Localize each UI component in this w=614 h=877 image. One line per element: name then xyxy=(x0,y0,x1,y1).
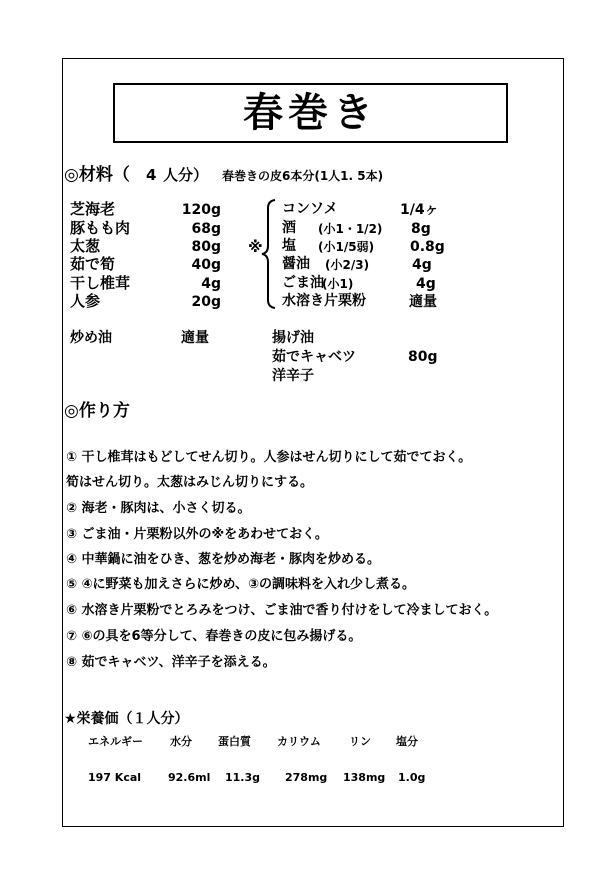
nutrition-label: 蛋白質 xyxy=(218,735,251,748)
ingredient-name: 太葱 xyxy=(70,237,101,255)
nutrition-value: 92.6ml xyxy=(168,771,211,784)
seasoning-amount: 4g xyxy=(416,276,436,292)
step-line: ① 干し椎茸はもどしてせん切り。人参はせん切りにして茹でておく。 xyxy=(66,450,472,465)
seasoning-name: 塩 xyxy=(282,238,296,254)
garnish-name: 洋辛子 xyxy=(272,368,314,384)
ingredient-name: 人参 xyxy=(70,292,101,310)
step-line: ③ ごま油・片栗粉以外の※をあわせておく。 xyxy=(66,527,328,542)
seasoning-measure: (小1) xyxy=(322,277,354,291)
ingredient-amount: 40g xyxy=(191,257,221,273)
ingredients-heading-label: ◎材料（ xyxy=(64,165,130,185)
seasoning-amount: 8g xyxy=(411,221,431,237)
seasoning-amount: 4g xyxy=(412,257,432,273)
nutrition-value: 1.0g xyxy=(398,771,426,784)
frying-oil-amount: 適量 xyxy=(181,330,209,346)
title-box xyxy=(113,83,508,143)
nutrition-value: 197 Kcal xyxy=(88,771,142,784)
seasoning-amount: 1/4ヶ xyxy=(400,202,439,218)
step-line: ② 海老・豚肉は、小さく切る。 xyxy=(66,501,251,516)
seasoning-measure: (小2/3) xyxy=(325,258,370,272)
nutrition-label: 水分 xyxy=(170,735,192,748)
seasoning-amount: 0.8g xyxy=(410,239,445,255)
ingredient-amount: 80g xyxy=(191,239,221,255)
step-line: ④ 中華鍋に油をひき、葱を炒め海老・豚肉を炒める。 xyxy=(66,552,381,567)
nutrition-value: 138mg xyxy=(343,771,386,784)
ingredient-name: 豚もも肉 xyxy=(70,219,131,237)
seasoning-measure: (小1・1/2) xyxy=(318,222,383,236)
seasoning-name: ごま油 xyxy=(282,275,324,291)
seasoning-name: コンソメ xyxy=(282,201,338,217)
ingredient-name: 芝海老 xyxy=(70,200,116,218)
seasoning-name: 酒 xyxy=(282,220,296,236)
seasoning-amount: 適量 xyxy=(409,294,437,310)
seasoning-measure: (小1/5弱) xyxy=(318,240,375,254)
ingredient-amount: 20g xyxy=(191,294,221,310)
nutrition-label: エネルギー xyxy=(88,735,143,748)
step-line: ⑤ ④に野菜も加えさらに炒め、③の調味料を入れ少し煮る。 xyxy=(66,577,416,592)
ingredient-name: 干し椎茸 xyxy=(70,274,131,292)
nutrition-label: カリウム xyxy=(277,735,321,748)
ingredient-amount: 68g xyxy=(191,221,221,237)
seasoning-name: 醤油 xyxy=(282,256,310,272)
wrapper-note: 春巻きの皮6本分(1人1. 5本) xyxy=(222,169,384,183)
nutrition-label: リン xyxy=(349,735,371,748)
recipe-title: 春巻き xyxy=(243,90,378,136)
ingredient-name: 茹で筍 xyxy=(70,255,116,273)
brace-icon xyxy=(261,198,277,310)
nutrition-label: 塩分 xyxy=(396,735,418,748)
garnish-amount: 80g xyxy=(408,349,438,365)
nutrition-heading: ★栄養価（１人分） xyxy=(64,711,189,727)
frying-oil-name: 炒め油 xyxy=(70,330,112,346)
method-heading: ◎作り方 xyxy=(64,401,130,421)
seasoning-mark: ※ xyxy=(248,238,263,256)
step-line: ⑧ 茹でキャベツ、洋辛子を添える。 xyxy=(66,655,276,670)
ingredient-amount: 120g xyxy=(181,202,221,218)
servings-suffix: 人分） xyxy=(163,166,209,184)
ingredient-amount: 4g xyxy=(201,276,221,292)
deep-fry-oil-name: 揚げ油 xyxy=(272,330,314,346)
seasoning-name: 水溶き片栗粉 xyxy=(282,293,366,309)
step-line: ⑦ ⑥の具を6等分して、春巻きの皮に包み揚げる。 xyxy=(66,629,362,644)
nutrition-value: 11.3g xyxy=(225,771,261,784)
garnish-name: 茹でキャベツ xyxy=(272,349,356,365)
nutrition-value: 278mg xyxy=(285,771,328,784)
servings-count: 4 xyxy=(146,166,157,184)
step-line: 筍はせん切り。太葱はみじん切りにする。 xyxy=(66,475,314,490)
step-line: ⑥ 水溶き片栗粉でとろみをつけ、ごま油で香り付けをして冷ましておく。 xyxy=(66,603,498,618)
